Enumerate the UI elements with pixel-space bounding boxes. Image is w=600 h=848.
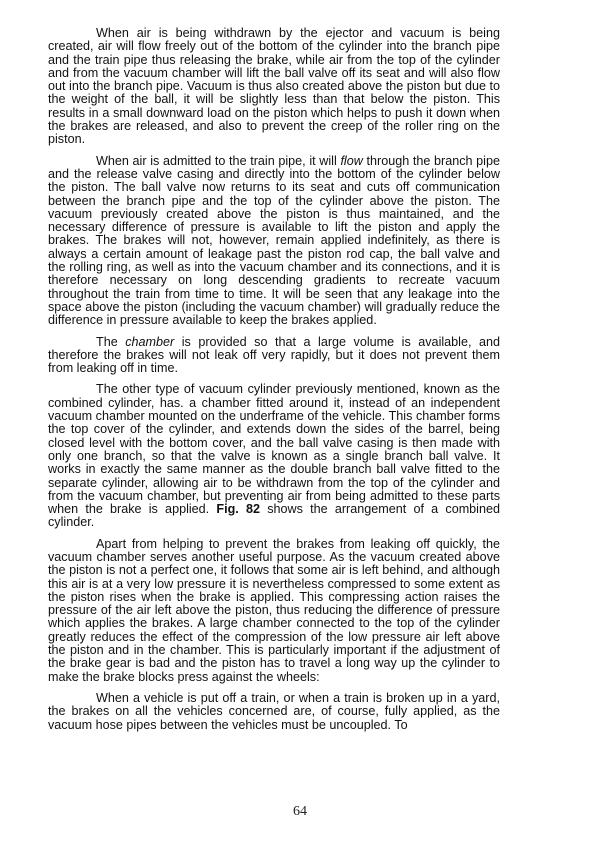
paragraph-ejector-vacuum — [48, 27, 500, 147]
paragraph-text: The other type of vacuum cylinder previously mentioned, known as the combined cylinder, has. a chamber fitted around it, instead of an independent vacuum chamber mounted on the underframe of the vehicle. This chamber forms the top cover of the cylinder, and extends down the sides of the barrel, being closed level with the bottom cover, and the ball valve casing is then made with only one branch, so that the valve is known as a single branch ball valve. It works in exactly the same manner as the double branch ball valve fitted to the separate cylinder, allowing air to be withdrawn from the top of the cylinder and from the vacuum chamber, but preventing air from being admitted to these parts when the brake is applied. — [48, 382, 500, 517]
paragraph-text: When a vehicle is put off a train, or when a train is broken up in a yard, the brakes on all the vehicles concerned are, of course, fully applied, as the vacuum hose pipes between the vehicles must be uncoupled. To — [48, 690, 500, 732]
paragraph-text: is provided so that a large volume is available, and therefore the brakes will not leak off very rapidly, but it does not prevent them from leaking off in time. — [48, 334, 500, 376]
paragraph-text: shows the arrangement of a combined cylinder. — [48, 502, 500, 530]
page-number: 64 — [293, 804, 307, 819]
paragraph-text: Apart from helping to prevent the brakes from leaking off quickly, the vacuum chamber serves another useful purpose. As the vacuum created above the piston is not a perfect one, it follows that some air is left behind, and although this air is at a very low pressure it is nevertheless compressed to some extent as the piston rises when the brake is applied. This compressing action raises the pressure of the air left above the piston, thus reducing the difference of pressure which applies the brakes. A large chamber connected to the top of the cylinder greatly reduces the effect of the compression of the low pressure air left above the piston and in the chamber. This is particularly important if the adjustment of the brake gear is bad and the piston has to travel a long way up the cylinder to make the brake blocks press against the wheels: — [48, 536, 500, 684]
figure-reference: Fig. 82 — [216, 502, 260, 517]
emphasis-flow: flow — [340, 153, 363, 168]
paragraph-text: through the branch pipe and the release valve casing and directly into the bottom of the cylinder below the piston. The ball valve now returns to its seat and cuts off communication between the branch pipe and the top of the cylinder above the piston. The vacuum previously created above the piston is thus maintained, and the necessary difference of pressure is available to lift the piston and apply the brakes. The brakes will not, however, remain applied indefinitely, as there is always a certain amount of leakage past the piston rod cap, the ball valve and the rolling ring, as well as into the vacuum chamber and its connections, and it is therefore necessary on long descending gradients to recreate vacuum throughout the train from time to time. It will be seen that any leakage into the space above the piston (including the vacuum chamber) will gradually reduce the difference in pressure available to keep the brakes applied. — [48, 153, 500, 328]
paragraph-text: The — [96, 334, 126, 349]
paragraph-combined-cylinder — [48, 383, 500, 529]
paragraph-vehicle-put-off — [48, 692, 500, 732]
paragraph-text: When air is being withdrawn by the ejector and vacuum is being created, air will flow freely out of the bottom of the cylinder into the branch pipe and the train pipe thus releasing the brake, while air from the top of the cylinder and from the vacuum chamber will lift the ball valve off its seat and will also flow out into the branch pipe. Vacuum is thus also created above the piston but due to the weight of the ball, it will be slightly less than that below the piston. This results in a small downward load on the piston which helps to push it down when the brakes are released, and also to prevent the creep of the roller ring on the piston. — [48, 26, 500, 147]
paragraph-text: When air is admitted to the train pipe, it will — [96, 153, 341, 168]
emphasis-chamber: chamber — [125, 334, 175, 349]
page-body — [48, 27, 500, 732]
paragraph-chamber — [48, 336, 500, 376]
paragraph-air-admitted — [48, 155, 500, 328]
paragraph-vacuum-chamber-purpose — [48, 538, 500, 684]
